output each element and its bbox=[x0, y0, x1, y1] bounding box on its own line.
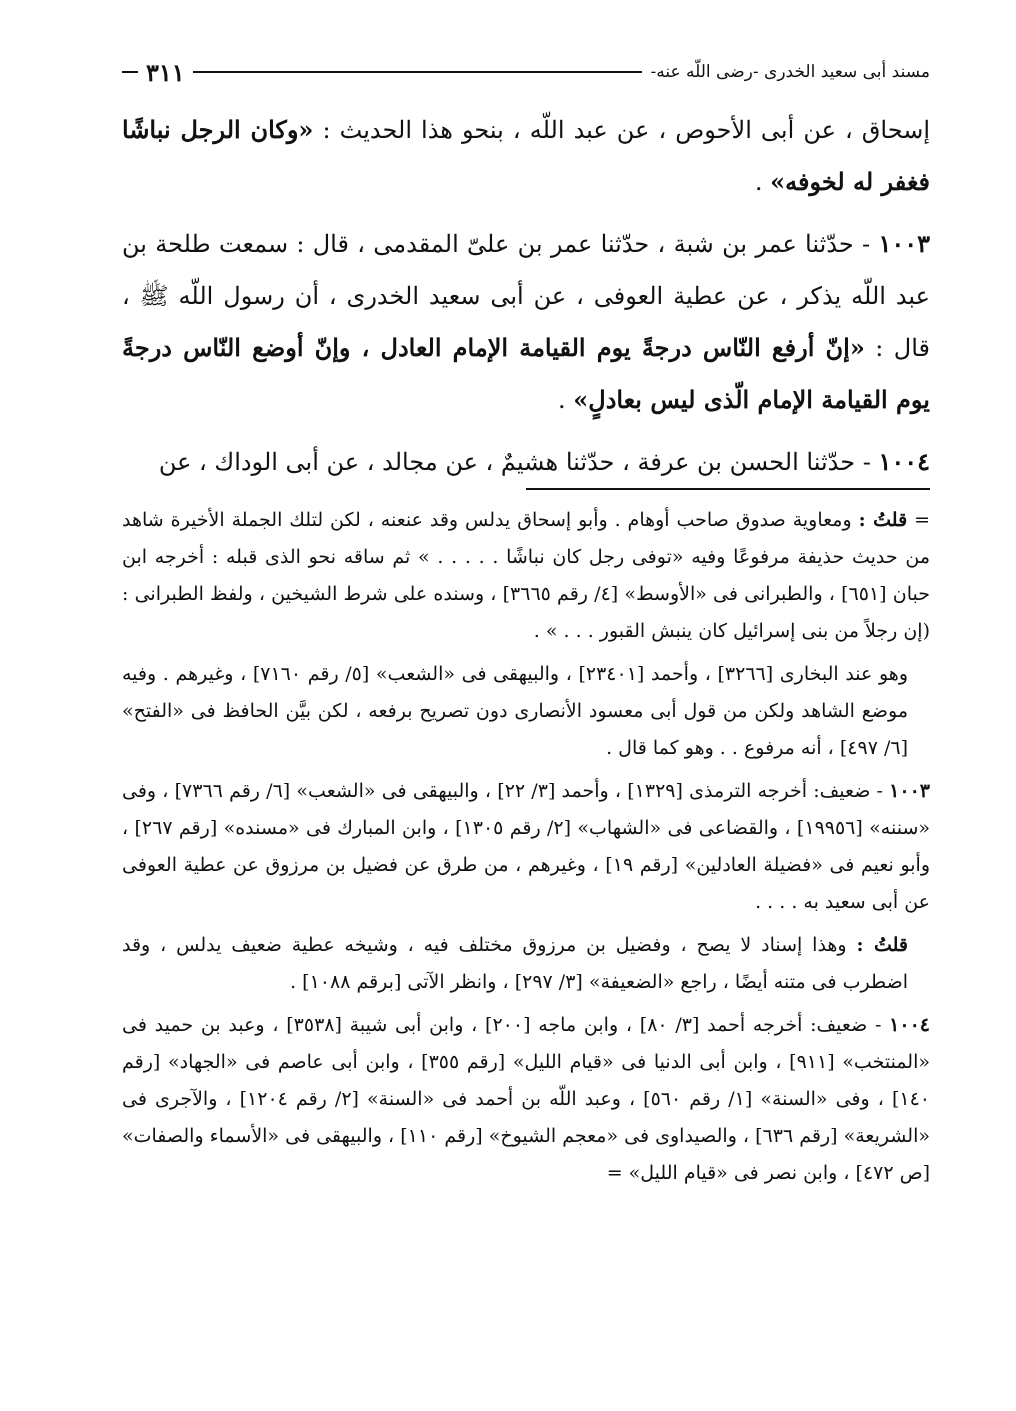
footnote-continued bbox=[122, 502, 930, 650]
footnote-number: ١٠٠٣ bbox=[889, 780, 930, 802]
hadith-paragraph-continued bbox=[122, 104, 930, 208]
main-text bbox=[122, 104, 930, 498]
footnote-number: ١٠٠٤ bbox=[889, 1014, 930, 1036]
qult-label: قلتُ : bbox=[856, 934, 908, 956]
footnote-text: - ضعيف: أخرجه أحمد [٣/ ٨٠] ، وابن ماجه [٢٠٠] ، وابن أبى شيبة [٣٥٣٨] ، وعبد بن حميد فى «المنتخب» [٩١١] ، وابن أبى الدنيا فى «قيام الليل» [رقم ٣٥٥] ، وابن أبى عاصم فى «الجهاد» [رقم ١٤٠] ، وفى «السنة» [١/ رقم ٥٦٠] ، وعبد اللّه بن أحمد فى «السنة» [٢/ رقم ١٢٠٤] ، والآجرى فى «الشريعة» [رقم ٦٣٦] ، والصيداوى فى «معجم الشيوخ» [رقم ١١٠] ، والبيهقى فى «الأسماء والصفات» [ص ٤٧٢] ، وابن نصر فى «قيام الليل» bbox=[122, 1014, 930, 1184]
footnote-text: وهو عند البخارى [٣٢٦٦] ، وأحمد [٢٣٤٠١] ، والبيهقى فى «الشعب» [٥/ رقم ٧١٦٠] ، وغيرهم . وفيه موضع الشاهد ولكن من قول أبى معسود الأنصارى دون تصريح برفعه ، لكن بيَّن الحافظ فى «الفتح» [٦/ ٤٩٧] ، أنه مرفوع . . وهو كما قال . bbox=[122, 663, 908, 759]
footnote-text: - ضعيف: أخرجه الترمذى [١٣٢٩] ، وأحمد [٣/ ٢٢] ، والبيهقى فى «الشعب» [٦/ رقم ٧٣٦٦] ، وفى «سننه» [١٩٩٥٦] ، والقضاعى فى «الشهاب» [٢/ رقم ١٣٠٥] ، وابن المبارك فى «مسنده» [رقم ٢٦٧] ، وأبو نعيم فى «فضيلة العادلين» [رقم ١٩] ، وغيرهم ، من طرق عن فضيل بن مرزوق عن عطية العوفى عن أبى سعيد به . . . . bbox=[122, 780, 931, 913]
paragraph-end: . bbox=[558, 386, 566, 414]
paragraph-end: . bbox=[754, 168, 763, 196]
page-number: ٣١١ bbox=[146, 57, 185, 87]
continuation-mark: = bbox=[914, 509, 931, 531]
paragraph-text: - حدّثنا عمر بن شبة ، حدّثنا عمر بن علىّ المقدمى ، قال : سمعت طلحة بن عبد اللّه يذكر ، عن عطية العوفى ، عن أبى سعيد الخدرى ، أن رسول اللّه ﷺ ، قال : bbox=[122, 230, 930, 362]
hadith-paragraph-1003 bbox=[122, 218, 930, 426]
footnote-1004 bbox=[122, 1007, 930, 1192]
footnote-1003 bbox=[122, 773, 930, 921]
footnotes bbox=[122, 502, 930, 1198]
footnote-paragraph bbox=[122, 656, 930, 767]
qult-label: قلتُ : bbox=[858, 509, 908, 531]
footnote-divider bbox=[526, 488, 930, 490]
running-title: مسند أبى سعيد الخدرى -رضى اللّه عنه- bbox=[650, 62, 930, 82]
hadith-quote: «إنّ أرفع النّاس درجةً يوم القيامة الإمام العادل ، وإنّ أوضع النّاس درجةً يوم القيامة الإمام الّذى ليس بعادلٍ» bbox=[122, 333, 930, 414]
continuation-mark: = bbox=[606, 1162, 623, 1184]
hadith-number: ١٠٠٣ bbox=[878, 229, 930, 258]
footnote-text: وهذا إسناد لا يصح ، وفضيل بن مرزوق مختلف فيه ، وشيخه عطية ضعيف يدلس ، وقد اضطرب فى متنه أيضًا ، راجع «الضعيفة» [٣/ ٢٩٧] ، وانظر الآتى [برقم ١٠٨٨] . bbox=[122, 934, 908, 993]
paragraph-text: إسحاق ، عن أبى الأحوص ، عن عبد اللّه ، بنحو هذا الحديث : bbox=[322, 116, 931, 144]
footnote-text: ومعاوية صدوق صاحب أوهام . وأبو إسحاق يدلس وقد عنعنه ، لكن لتلك الجملة الأخيرة شاهد من حديث حذيفة مرفوعًا وفيه «توفى رجل كان نباشًا . . . . . » ثم ساقه نحو الذى قبله : أخرجه ابن حبان [٦٥١] ، والطبرانى فى «الأوسط» [٤/ رقم ٣٦٦٥] ، وسنده على شرط الشيخين ، ولفظ الطبرانى : (إن رجلاً من بنى إسرائيل كان ينبش القبور . . . » . bbox=[122, 509, 930, 642]
hadith-quote: «وكان الرجل نباشًا فغفر له لخوفه» bbox=[122, 115, 930, 196]
header-dash bbox=[122, 71, 138, 73]
running-header bbox=[122, 52, 930, 92]
hadith-paragraph-1004 bbox=[122, 436, 930, 488]
paragraph-text: - حدّثنا الحسن بن عرفة ، حدّثنا هشيمٌ ، عن مجالد ، عن أبى الوداك ، عن bbox=[158, 448, 871, 476]
footnote-paragraph bbox=[122, 927, 930, 1001]
header-rule bbox=[193, 71, 643, 73]
hadith-number: ١٠٠٤ bbox=[878, 447, 930, 476]
